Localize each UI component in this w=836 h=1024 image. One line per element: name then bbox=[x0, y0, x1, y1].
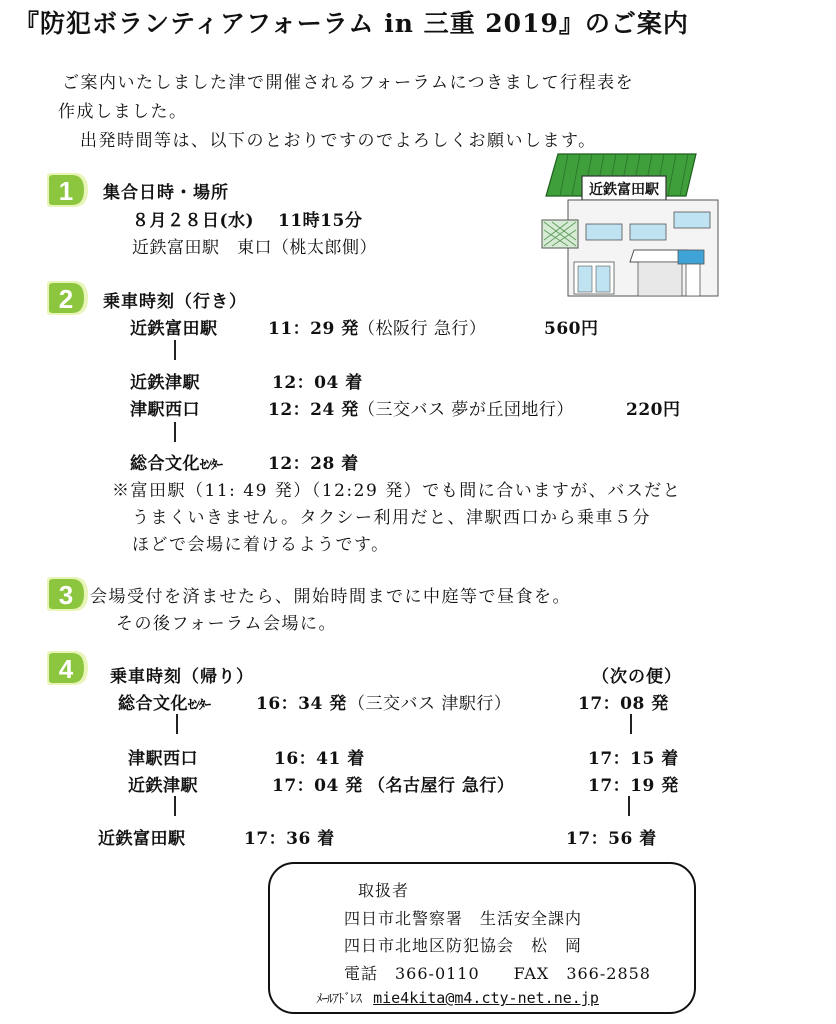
route-connector bbox=[176, 714, 178, 734]
route-connector bbox=[630, 714, 632, 734]
route-back-note-1: （三交バス 津駅行） bbox=[348, 694, 512, 714]
route-out-note-1: （松阪行 急行） bbox=[358, 319, 487, 339]
station-sign-label: 近鉄富田駅 bbox=[589, 182, 659, 198]
route-back-next-2: 17：15 着 bbox=[588, 749, 679, 769]
badge-3-label: 3 bbox=[58, 580, 74, 610]
route-back-station-1 bbox=[118, 689, 210, 714]
station-building-icon bbox=[538, 150, 720, 300]
route-back-station-3: 近鉄津駅 bbox=[128, 776, 198, 796]
station-name: 総合文化 bbox=[130, 454, 200, 474]
number-3-icon bbox=[44, 574, 90, 614]
number-1-icon bbox=[44, 170, 90, 210]
badge-4-label: 4 bbox=[58, 654, 74, 684]
route-out-time-3: 12：24 発 bbox=[268, 400, 359, 420]
number-2-icon bbox=[44, 278, 90, 318]
route-out-fare-3: 220円 bbox=[626, 400, 681, 420]
section1-date: ８月２８日(水) 11時15分 bbox=[132, 211, 363, 231]
contact-phone: 電話 366-0110 FAX 366-2858 bbox=[344, 964, 651, 983]
contact-email-label: ﾒｰﾙｱﾄﾞﾚｽ bbox=[316, 992, 361, 1007]
route-out-station-4 bbox=[130, 449, 222, 474]
route-back-time-2: 16：41 着 bbox=[274, 749, 365, 769]
station-name-small: ｾﾝﾀｰ bbox=[200, 458, 222, 473]
contact-label: 取扱者 bbox=[358, 881, 410, 900]
route-connector bbox=[174, 796, 176, 816]
section2-note-3: ほどで会場に着けるようです。 bbox=[132, 535, 390, 555]
section3-line-2: その後フォーラム会場に。 bbox=[116, 614, 337, 634]
section4-next-label: （次の便） bbox=[592, 667, 682, 687]
section2-heading: 乗車時刻（行き） bbox=[103, 292, 247, 312]
section1-place: 近鉄富田駅 東口（桃太郎側） bbox=[132, 238, 377, 258]
contact-email-row bbox=[316, 988, 599, 1007]
route-out-station-2: 近鉄津駅 bbox=[130, 373, 200, 393]
section1-heading: 集合日時・場所 bbox=[103, 183, 229, 203]
intro-line-3: 出発時間等は、以下のとおりですのでよろしくお願いします。 bbox=[80, 131, 597, 151]
route-back-next-1: 17：08 発 bbox=[578, 694, 669, 714]
route-connector bbox=[628, 796, 630, 816]
section2-note-1: ※富田駅（11: 49 発）（12:29 発）でも間に合いますが、バスだと bbox=[112, 481, 682, 501]
route-back-time-1: 16：34 発 bbox=[256, 694, 347, 714]
page-title: 『防犯ボランティアフォーラム in 三重 2019』のご案内 bbox=[14, 9, 689, 38]
route-out-note-3: （三交バス 夢が丘団地行） bbox=[358, 400, 574, 420]
route-back-note-3: （名古屋行 急行） bbox=[368, 776, 515, 796]
route-connector bbox=[174, 422, 176, 442]
route-back-time-4: 17：36 着 bbox=[244, 829, 335, 849]
contact-email-link[interactable]: mie4kita@m4.cty-net.ne.jp bbox=[373, 989, 599, 1007]
number-4-icon bbox=[44, 648, 90, 688]
route-back-station-4: 近鉄富田駅 bbox=[98, 829, 186, 849]
route-back-next-3: 17：19 発 bbox=[588, 776, 679, 796]
route-back-next-4: 17：56 着 bbox=[566, 829, 657, 849]
station-name-small: ｾﾝﾀｰ bbox=[188, 698, 210, 713]
route-out-fare-1: 560円 bbox=[544, 319, 599, 339]
contact-org-1: 四日市北警察署 生活安全課内 bbox=[344, 909, 583, 928]
route-out-time-2: 12：04 着 bbox=[272, 373, 363, 393]
route-back-station-2: 津駅西口 bbox=[128, 749, 198, 769]
route-back-time-3: 17：04 発 bbox=[272, 776, 363, 796]
station-name: 総合文化 bbox=[118, 694, 188, 714]
intro-line-1: ご案内いたしました津で開催されるフォーラムにつきまして行程表を bbox=[62, 73, 635, 93]
section3-line-1: 会場受付を済ませたら、開始時間までに中庭等で昼食を。 bbox=[90, 587, 571, 607]
section2-note-2: うまくいきません。タクシー利用だと、津駅西口から乗車５分 bbox=[132, 508, 652, 528]
route-out-station-3: 津駅西口 bbox=[130, 400, 200, 420]
route-out-time-4: 12：28 着 bbox=[268, 454, 359, 474]
route-out-station-1: 近鉄富田駅 bbox=[130, 319, 218, 339]
intro-line-2: 作成しました。 bbox=[58, 102, 188, 122]
section4-heading: 乗車時刻（帰り） bbox=[110, 667, 254, 687]
route-out-time-1: 11：29 発 bbox=[268, 319, 359, 339]
route-connector bbox=[174, 340, 176, 360]
badge-2-label: 2 bbox=[58, 284, 74, 314]
badge-1-label: 1 bbox=[58, 176, 74, 206]
contact-org-2: 四日市北地区防犯協会 松 岡 bbox=[344, 936, 583, 955]
